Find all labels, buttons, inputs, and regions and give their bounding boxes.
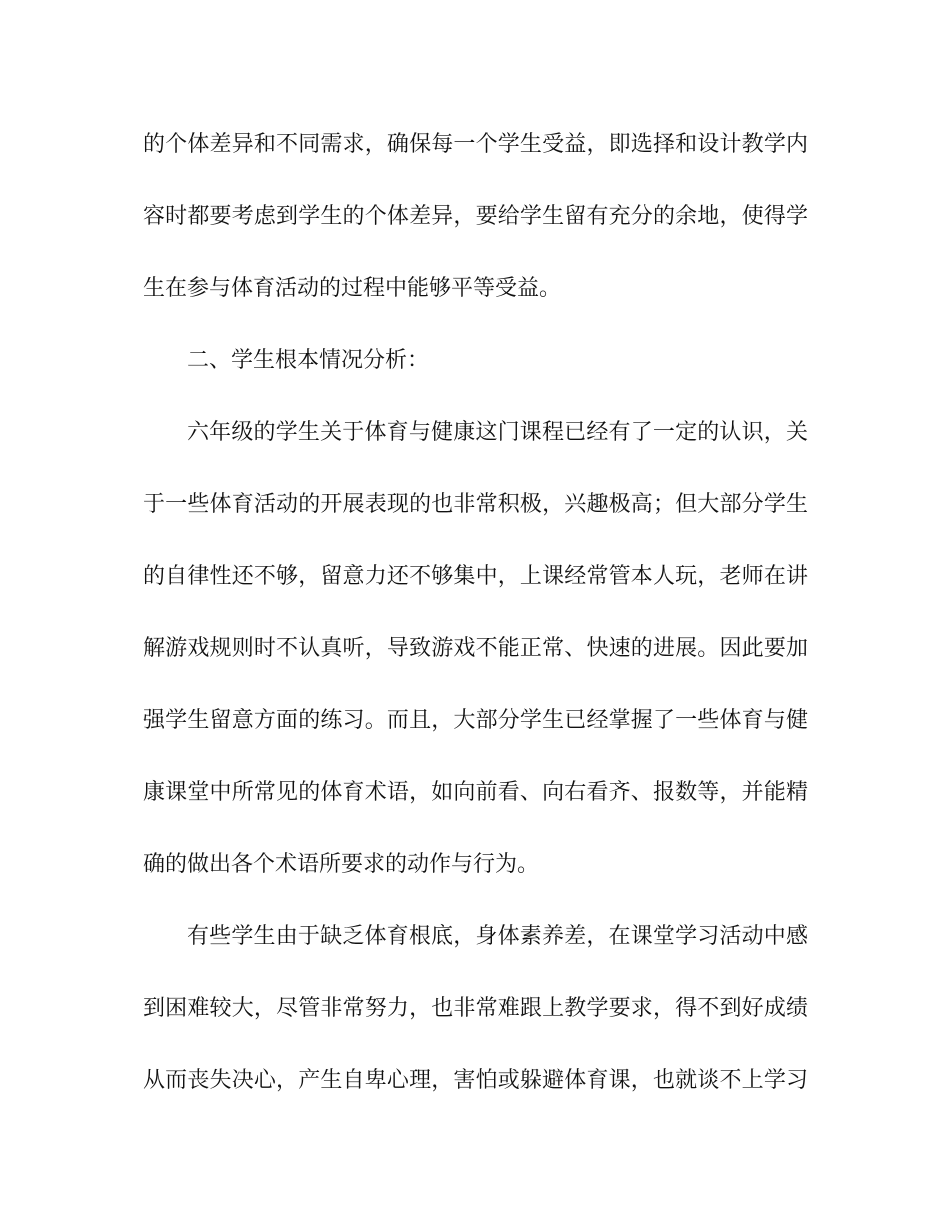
text-line: 的自律性还不够，留意力还不够集中，上课经常管本人玩，老师在讲 bbox=[143, 564, 808, 589]
section-heading: 二、学生根本情况分析： bbox=[187, 348, 430, 373]
text-line: 于一些体育活动的开展表现的也非常积极，兴趣极高；但大部分学生 bbox=[143, 492, 808, 517]
text-line: 强学生留意方面的练习。而且，大部分学生已经掌握了一些体育与健 bbox=[143, 708, 808, 733]
text-line: 有些学生由于缺乏体育根底，身体素养差，在课堂学习活动中感 bbox=[187, 924, 808, 949]
text-line: 的个体差异和不同需求，确保每一个学生受益，即选择和设计教学内 bbox=[143, 132, 808, 157]
text-line: 从而丧失决心，产生自卑心理，害怕或躲避体育课，也就谈不上学习 bbox=[143, 1068, 808, 1093]
text-line: 康课堂中所常见的体育术语，如向前看、向右看齐、报数等，并能精 bbox=[143, 780, 808, 805]
text-line: 生在参与体育活动的过程中能够平等受益。 bbox=[143, 276, 562, 301]
text-line: 确的做出各个术语所要求的动作与行为。 bbox=[143, 852, 540, 877]
text-line: 解游戏规则时不认真听，导致游戏不能正常、快速的进展。因此要加 bbox=[143, 636, 808, 661]
text-line: 容时都要考虑到学生的个体差异，要给学生留有充分的余地，使得学 bbox=[143, 204, 808, 229]
text-line: 到困难较大，尽管非常努力，也非常难跟上教学要求，得不到好成绩 bbox=[143, 996, 808, 1021]
text-line: 六年级的学生关于体育与健康这门课程已经有了一定的认识，关 bbox=[187, 420, 808, 445]
